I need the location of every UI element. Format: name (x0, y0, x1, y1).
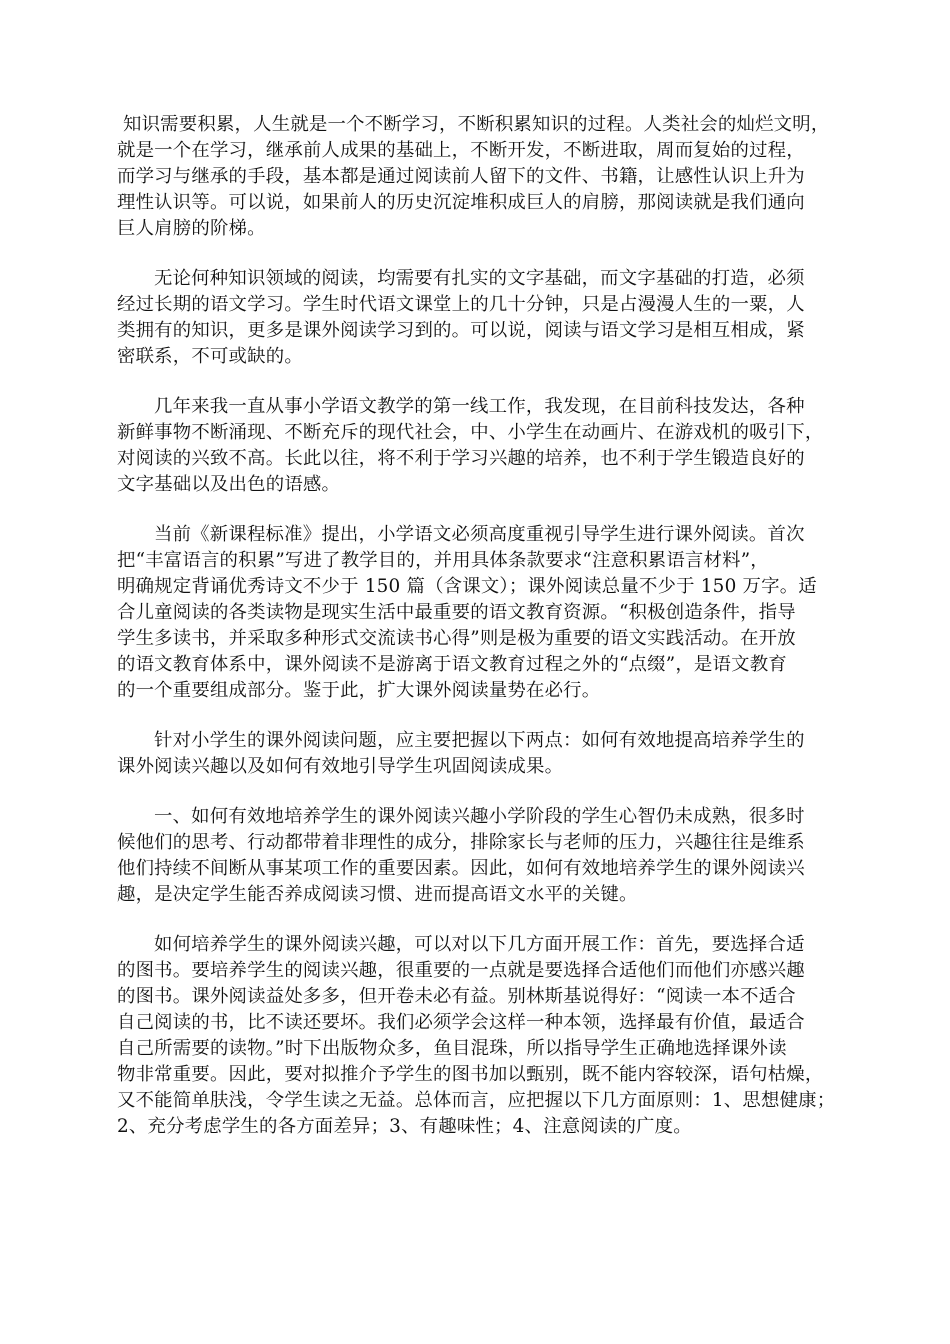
paragraph-line: 又不能简单肤浅，令学生读之无益。总体而言，应把握以下几方面原则：1、思想健康； (117, 1090, 836, 1111)
paragraph-line: 针对小学生的课外阅读问题，应主要把握以下两点：如何有效地提高培养学生的 (154, 730, 805, 751)
paragraph-line: 而学习与继承的手段，基本都是通过阅读前人留下的文件、书籍，让感性认识上升为 (117, 166, 805, 187)
paragraph-line: 密联系，不可或缺的。 (117, 346, 303, 367)
document-body (117, 112, 843, 1164)
paragraph-line: 2、充分考虑学生的各方面差异；3、有趣味性；4、注意阅读的广度。 (117, 1116, 692, 1137)
paragraph-line: 经过长期的语文学习。学生时代语文课堂上的几十分钟，只是占漫漫人生的一粟，人 (117, 294, 805, 315)
paragraph-line: 他们持续不间断从事某项工作的重要因素。因此，如何有效地培养学生的课外阅读兴 (117, 858, 805, 879)
paragraph-line: 理性认识等。可以说，如果前人的历史沉淀堆积成巨人的肩膀，那阅读就是我们通向 (117, 192, 805, 213)
paragraph-line: 如何培养学生的课外阅读兴趣，可以对以下几方面开展工作：首先，要选择合适 (154, 934, 805, 955)
paragraph-line: 趣，是决定学生能否养成阅读习惯、进而提高语文水平的关键。 (117, 884, 638, 905)
paragraph-line: 课外阅读兴趣以及如何有效地引导学生巩固阅读成果。 (117, 756, 564, 777)
paragraph-line: 新鲜事物不断涌现、不断充斥的现代社会，中、小学生在动画片、在游戏机的吸引下， (117, 422, 824, 443)
paragraph-line: 合儿童阅读的各类读物是现实生活中最重要的语文教育资源。“积极创造条件，指导 (117, 602, 796, 623)
paragraph-line: 巨人肩膀的阶梯。 (117, 218, 266, 239)
paragraph-line: 的图书。要培养学生的阅读兴趣，很重要的一点就是要选择合适他们而他们亦感兴趣 (117, 960, 805, 981)
paragraph-line: 物非常重要。因此，要对拟推介予学生的图书加以甄别，既不能内容较深，语句枯燥， (117, 1064, 824, 1085)
paragraph-7 (117, 932, 843, 1140)
paragraph-6 (117, 804, 843, 908)
paragraph-line: 无论何种知识领域的阅读，均需要有扎实的文字基础，而文字基础的打造，必须 (154, 268, 805, 289)
paragraph-line: 对阅读的兴致不高。长此以往，将不利于学习兴趣的培养，也不利于学生锻造良好的 (117, 448, 805, 469)
paragraph-line: 把“丰富语言的积累”写进了教学目的，并用具体条款要求“注意积累语言材料”， (117, 550, 769, 571)
paragraph-line: 的图书。课外阅读益处多多，但开卷未必有益。别林斯基说得好：“阅读一本不适合 (117, 986, 796, 1007)
paragraph-line: 几年来我一直从事小学语文教学的第一线工作，我发现，在目前科技发达，各种 (154, 396, 805, 417)
paragraph-line: 当前《新课程标准》提出，小学语文必须高度重视引导学生进行课外阅读。首次 (154, 524, 805, 545)
paragraph-1 (117, 112, 843, 242)
paragraph-line: 类拥有的知识，更多是课外阅读学习到的。可以说，阅读与语文学习是相互相成，紧 (117, 320, 805, 341)
paragraph-line: 的一个重要组成部分。鉴于此，扩大课外阅读量势在必行。 (117, 680, 601, 701)
paragraph-4 (117, 522, 843, 704)
paragraph-line: 自己所需要的读物。”时下出版物众多，鱼目混珠，所以指导学生正确地选择课外读 (117, 1038, 787, 1059)
paragraph-line: 明确规定背诵优秀诗文不少于 150 篇（含课文）；课外阅读总量不少于 150 万字。适 (117, 576, 817, 597)
paragraph-line: 学生多读书，并采取多种形式交流读书心得”则是极为重要的语文实践活动。在开放 (117, 628, 796, 649)
paragraph-line: 一、如何有效地培养学生的课外阅读兴趣小学阶段的学生心智仍未成熟，很多时 (154, 806, 805, 827)
paragraph-5 (117, 728, 843, 780)
paragraph-3 (117, 394, 843, 498)
paragraph-line: 就是一个在学习，继承前人成果的基础上，不断开发，不断进取，周而复始的过程， (117, 140, 805, 161)
paragraph-line: 文字基础以及出色的语感。 (117, 474, 341, 495)
paragraph-line: 知识需要积累，人生就是一个不断学习，不断积累知识的过程。人类社会的灿烂文明， (123, 114, 830, 135)
paragraph-line: 候他们的思考、行动都带着非理性的成分，排除家长与老师的压力，兴趣往往是维系 (117, 832, 805, 853)
paragraph-2 (117, 266, 843, 370)
paragraph-line: 的语文教育体系中，课外阅读不是游离于语文教育过程之外的“点缀”，是语文教育 (117, 654, 787, 675)
paragraph-line: 自己阅读的书，比不读还要坏。我们必须学会这样一种本领，选择最有价值，最适合 (117, 1012, 805, 1033)
